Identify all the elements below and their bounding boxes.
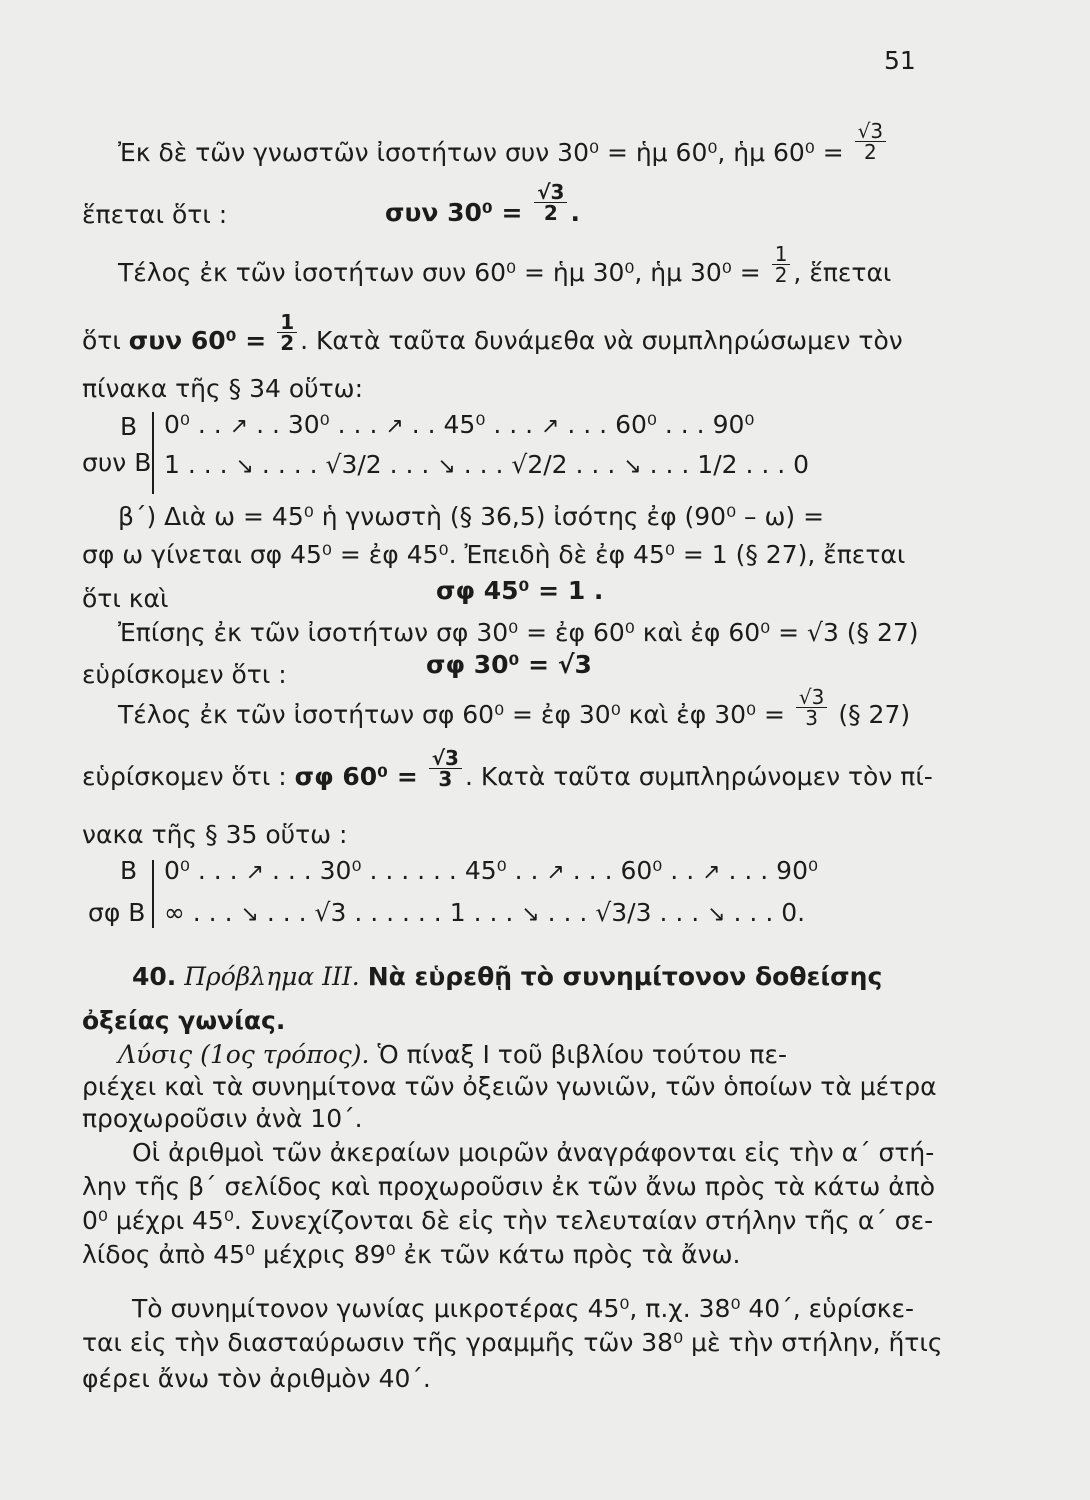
fraction-numerator: 1 (774, 241, 788, 266)
fraction-numerator: √3 (798, 684, 825, 709)
text-line: φέρει ἄνω τὸν ἀριθμὸν 40΄. (82, 1364, 431, 1393)
table-brace (152, 860, 154, 928)
text-line: ριέχει καὶ τὰ συνημίτονα τῶν ὀξειῶν γωνιῶν, τῶν ὁποίων τὰ μέτρα (82, 1072, 937, 1101)
fraction (429, 745, 462, 791)
table-cell: 60⁰ (620, 856, 663, 885)
section-number: 40. (132, 962, 177, 991)
table-label: σφ B (88, 898, 146, 927)
text-line: λίδος ἀπὸ 45⁰ μέχρις 89⁰ ἐκ τῶν κάτω πρὸς τὰ ἄνω. (82, 1240, 741, 1269)
down-arrow-icon: ↘ (707, 902, 726, 927)
table-cell: 90⁰ (712, 410, 755, 439)
line-text: . Κατὰ ταῦτα συμπληρώνομεν τὸν πί- (464, 762, 933, 791)
fraction-numerator: √3 (431, 745, 459, 770)
section-heading: ὀξείας γωνίας. (82, 1006, 286, 1035)
table-cell: 1 (164, 450, 180, 479)
text-line: προχωροῦσιν ἀνὰ 10΄. (82, 1104, 363, 1133)
line-text: εὑρίσκομεν ὅτι : (82, 762, 287, 791)
line-text: Λύσις (1ος τρόπος). (118, 1040, 370, 1069)
up-arrow-icon: ↗ (229, 414, 249, 439)
fraction (855, 118, 886, 164)
table-cell: √3/2 (325, 450, 382, 479)
line-text: ἕπεται ὅτι : (82, 200, 228, 229)
fraction-denominator: 2 (534, 202, 567, 223)
table-cell: 45⁰ (443, 410, 486, 439)
text-line (118, 1040, 787, 1070)
text-line: πίνακα τῆς § 34 οὕτω: (82, 374, 364, 403)
text-line (82, 745, 933, 792)
fraction-numerator: √3 (857, 118, 884, 143)
down-arrow-icon: ↘ (521, 902, 540, 927)
section-heading (132, 962, 882, 992)
table-cell: 0⁰ (164, 856, 190, 885)
page-number: 51 (884, 46, 916, 75)
text-line (118, 118, 889, 168)
text-line: Οἱ ἀριθμοὶ τῶν ἀκεραίων μοιρῶν ἀναγράφονται εἰς τὴν α΄ στή- (132, 1138, 935, 1167)
table-cell: 90⁰ (776, 856, 819, 885)
line-text: Τέλος ἐκ τῶν ἰσοτήτων συν 60⁰ = ἡμ 30⁰, ἡμ 30⁰ = (118, 258, 761, 287)
formula-line: σφ 30⁰ = √3 (426, 650, 592, 679)
text-line: Ἐπίσης ἐκ τῶν ἰσοτήτων σφ 30⁰ = ἐφ 60⁰ καὶ ἐφ 60⁰ = √3 (§ 27) (118, 618, 919, 647)
table-row: 1 . . . ↘ . . . . √3/2 . . . ↘ . . . √2/2 . . . ↘ . . . 1/2 . . . 0 (164, 450, 809, 482)
text-line: ὅτι καὶ (82, 584, 169, 613)
table-row: 0⁰ . . ↗ . . 30⁰ . . . ↗ . . 45⁰ . . . ↗ . . . 60⁰ . . . 90⁰ (164, 410, 754, 442)
text-line (82, 309, 903, 356)
table-cell: √3 (314, 898, 347, 927)
fraction (796, 684, 827, 730)
fraction (772, 241, 791, 287)
fraction (534, 179, 567, 225)
formula-text: συν 60⁰ = (128, 326, 267, 355)
section-title: Νὰ εὑρεθῇ τὸ συνημίτονον δοθείσης (367, 962, 883, 991)
table-cell: 30⁰ (287, 410, 330, 439)
table-label: B (120, 412, 138, 441)
formula-text: σφ 60⁰ = (294, 762, 418, 791)
down-arrow-icon: ↘ (437, 454, 456, 479)
fraction (277, 309, 297, 355)
text-line: Τὸ συνημίτονον γωνίας μικροτέρας 45⁰, π.χ. 38⁰ 40΄, εὑρίσκε- (132, 1294, 915, 1323)
down-arrow-icon: ↘ (240, 902, 259, 927)
line-text: , ἕπεται (793, 258, 892, 287)
up-arrow-icon: ↗ (546, 860, 565, 885)
fraction-denominator: 2 (855, 141, 886, 162)
line-text: Ἐκ δὲ τῶν γνωστῶν ἰσοτήτων συν 30⁰ = ἡμ 60⁰, ἡμ 60⁰ = (118, 138, 844, 167)
text-line: ται εἰς τὴν διασταύρωσιν τῆς γραμμῆς τῶν 38⁰ μὲ τὴν στήλην, ἥτις (82, 1328, 943, 1357)
line-text: ὅτι (82, 326, 121, 355)
table-cell: ∞ (164, 898, 185, 927)
section-title: Πρόβλημα III. (184, 962, 360, 991)
text-line: εὑρίσκομεν ὅτι : (82, 660, 287, 689)
up-arrow-icon: ↗ (702, 860, 721, 885)
up-arrow-icon: ↗ (541, 414, 560, 439)
fraction-numerator: √3 (537, 179, 565, 204)
table-cell: 0 (793, 450, 810, 479)
table-cell: √2/2 (511, 450, 568, 479)
table-cell: 0⁰ (164, 410, 190, 439)
table-row: 0⁰ . . . ↗ . . . 30⁰ . . . . . . 45⁰ . . ↗ . . . 60⁰ . . ↗ . . . 90⁰ (164, 856, 818, 888)
fraction-denominator: 2 (277, 332, 297, 353)
table-cell: 30⁰ (319, 856, 362, 885)
formula-line: συν 30⁰ = $\frac{√3}{2}$ . (385, 179, 580, 227)
table-brace (152, 412, 154, 494)
table-label: B (120, 856, 138, 885)
text-line: νακα τῆς § 35 οὕτω : (82, 820, 348, 849)
up-arrow-icon: ↗ (245, 860, 265, 885)
formula-line: σφ 45⁰ = 1 . (436, 576, 604, 605)
text-line: σφ ω γίνεται σφ 45⁰ = ἐφ 45⁰. Ἐπειδὴ δὲ ἐφ 45⁰ = 1 (§ 27), ἔπεται (82, 540, 906, 569)
text-line: β΄) Διὰ ω = 45⁰ ἡ γνωστὴ (§ 36,5) ἰσότης ἐφ (90⁰ – ω) = (118, 502, 825, 531)
fraction-denominator: 3 (429, 768, 462, 789)
line-text: (§ 27) (838, 700, 911, 729)
table-cell: 1 (449, 898, 466, 927)
fraction-denominator: 3 (796, 707, 827, 728)
text-line: 0⁰ μέχρι 45⁰. Συνεχίζονται δὲ εἰς τὴν τελευταίαν στήλην τῆς α΄ σε- (82, 1206, 934, 1235)
table-cell: √3/3 (595, 898, 652, 927)
fraction-denominator: 2 (772, 264, 791, 285)
formula-text: συν 30⁰ = (385, 198, 523, 227)
line-text: . Κατὰ ταῦτα δυνάμεθα νὰ συμπληρώσωμεν τὸν (300, 326, 903, 355)
table-label: συν B (82, 448, 152, 477)
table-cell: 1/2 (697, 450, 738, 479)
text-line (82, 200, 227, 230)
text-line: λην τῆς β΄ σελίδος καὶ προχωροῦσιν ἐκ τῶν ἄνω πρὸς τὰ κάτω ἀπὸ (82, 1172, 936, 1201)
table-row: ∞ . . . ↘ . . . √3 . . . . . . 1 . . . ↘ . . . √3/3 . . . ↘ . . . 0. (164, 898, 805, 930)
table-cell: 45⁰ (464, 856, 507, 885)
fraction-numerator: 1 (280, 309, 295, 334)
down-arrow-icon: ↘ (623, 454, 642, 479)
line-text: Τέλος ἐκ τῶν ἰσοτήτων σφ 60⁰ = ἐφ 30⁰ καὶ ἐφ 30⁰ = (118, 700, 785, 729)
down-arrow-icon: ↘ (235, 454, 254, 479)
up-arrow-icon: ↗ (385, 414, 404, 439)
text-line (118, 241, 892, 288)
line-text: Ὁ πίναξ I τοῦ βιβλίου τούτου πε- (377, 1040, 788, 1069)
table-cell: 60⁰ (615, 410, 657, 439)
table-cell: 0. (781, 898, 806, 927)
text-line (118, 684, 911, 730)
